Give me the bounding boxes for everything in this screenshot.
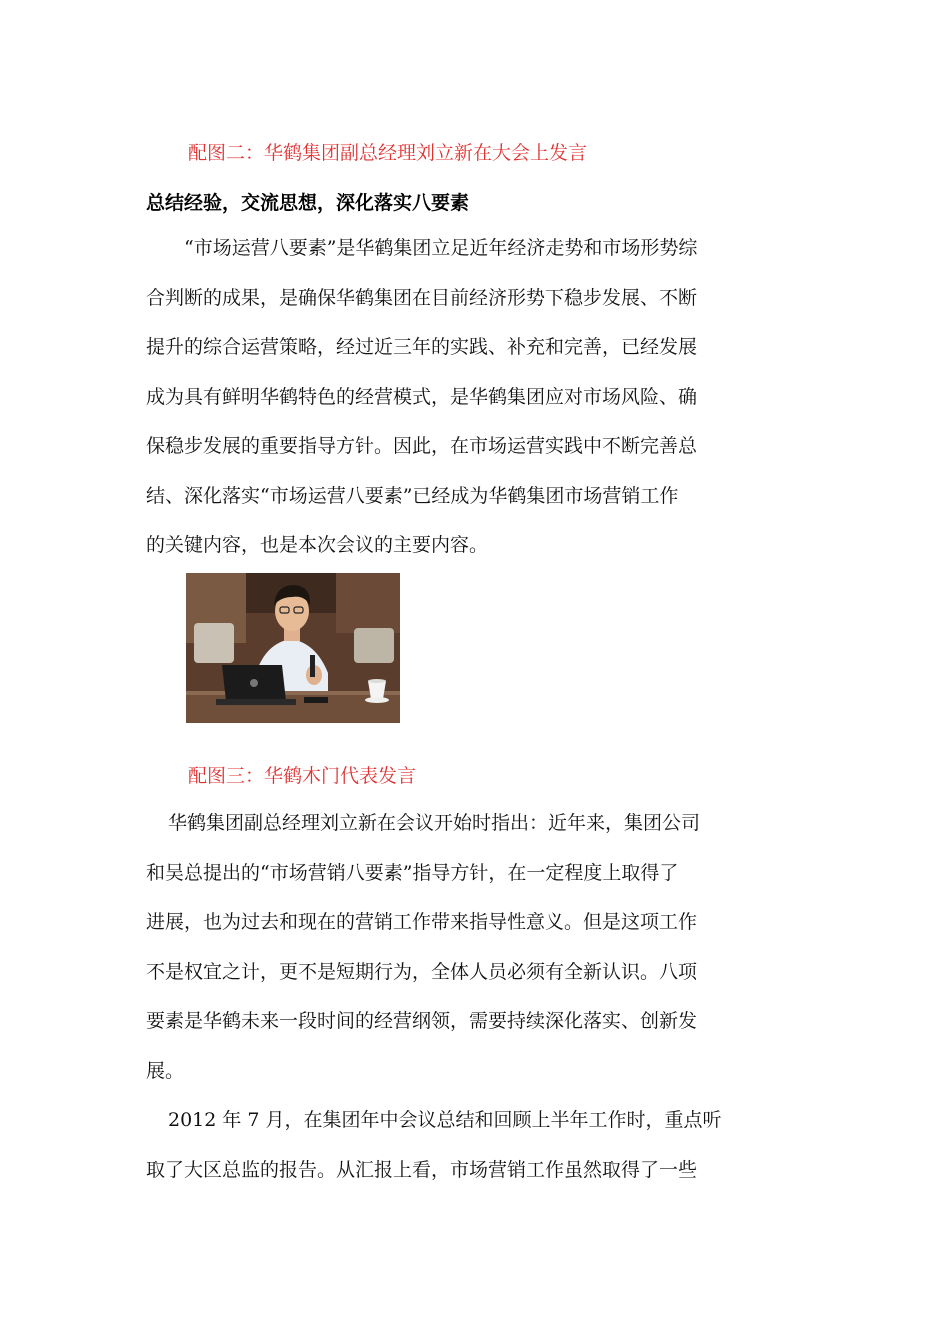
paragraph-line: 的关键内容，也是本次会议的主要内容。 (146, 534, 489, 556)
paragraph-line: “市场运营八要素”是华鹤集团立足近年经济走势和市场形势综 (184, 237, 698, 259)
paragraph-line: 合判断的成果，是确保华鹤集团在目前经济形势下稳步发展、不断 (146, 286, 698, 309)
paragraph-line: 2012 年 7 月，在集团年中会议总结和回顾上半年工作时，重点听 (168, 1109, 722, 1131)
paragraph-line: 结、深化落实“市场运营八要素”已经成为华鹤集团市场营销工作 (146, 484, 679, 507)
paragraph-line: 进展，也为过去和现在的营销工作带来指导性意义。但是这项工作 (146, 911, 698, 933)
paragraph-intro (146, 224, 808, 571)
paragraph-line: 要素是华鹤未来一段时间的经营纲领，需要持续深化落实、创新发 (146, 1010, 698, 1032)
paragraph-review (146, 1096, 808, 1195)
figure-caption-3: 配图三：华鹤木门代表发言 (188, 765, 417, 787)
paragraph-line: 提升的综合运营策略，经过近三年的实践、补充和完善，已经发展 (146, 336, 698, 358)
paragraph-line: 成为具有鲜明华鹤特色的经营模式，是华鹤集团应对市场风险、确 (146, 385, 698, 408)
paragraph-speech (146, 799, 808, 1096)
speaker-photo (186, 573, 400, 723)
paragraph-line: 和吴总提出的“市场营销八要素”指导方针，在一定程度上取得了 (146, 861, 679, 884)
paragraph-line: 不是权宜之计，更不是短期行为，全体人员必须有全新认识。八项 (146, 960, 698, 983)
paragraph-line: 保稳步发展的重要指导方针。因此，在市场运营实践中不断完善总 (146, 435, 698, 457)
paragraph-line: 展。 (146, 1059, 185, 1082)
paragraph-line: 取了大区总监的报告。从汇报上看，市场营销工作虽然取得了一些 (146, 1158, 698, 1181)
section-heading: 总结经验，交流思想，深化落实八要素 (146, 192, 470, 214)
figure-caption-2: 配图二：华鹤集团副总经理刘立新在大会上发言 (188, 142, 588, 164)
paragraph-line: 华鹤集团副总经理刘立新在会议开始时指出：近年来，集团公司 (168, 812, 701, 834)
